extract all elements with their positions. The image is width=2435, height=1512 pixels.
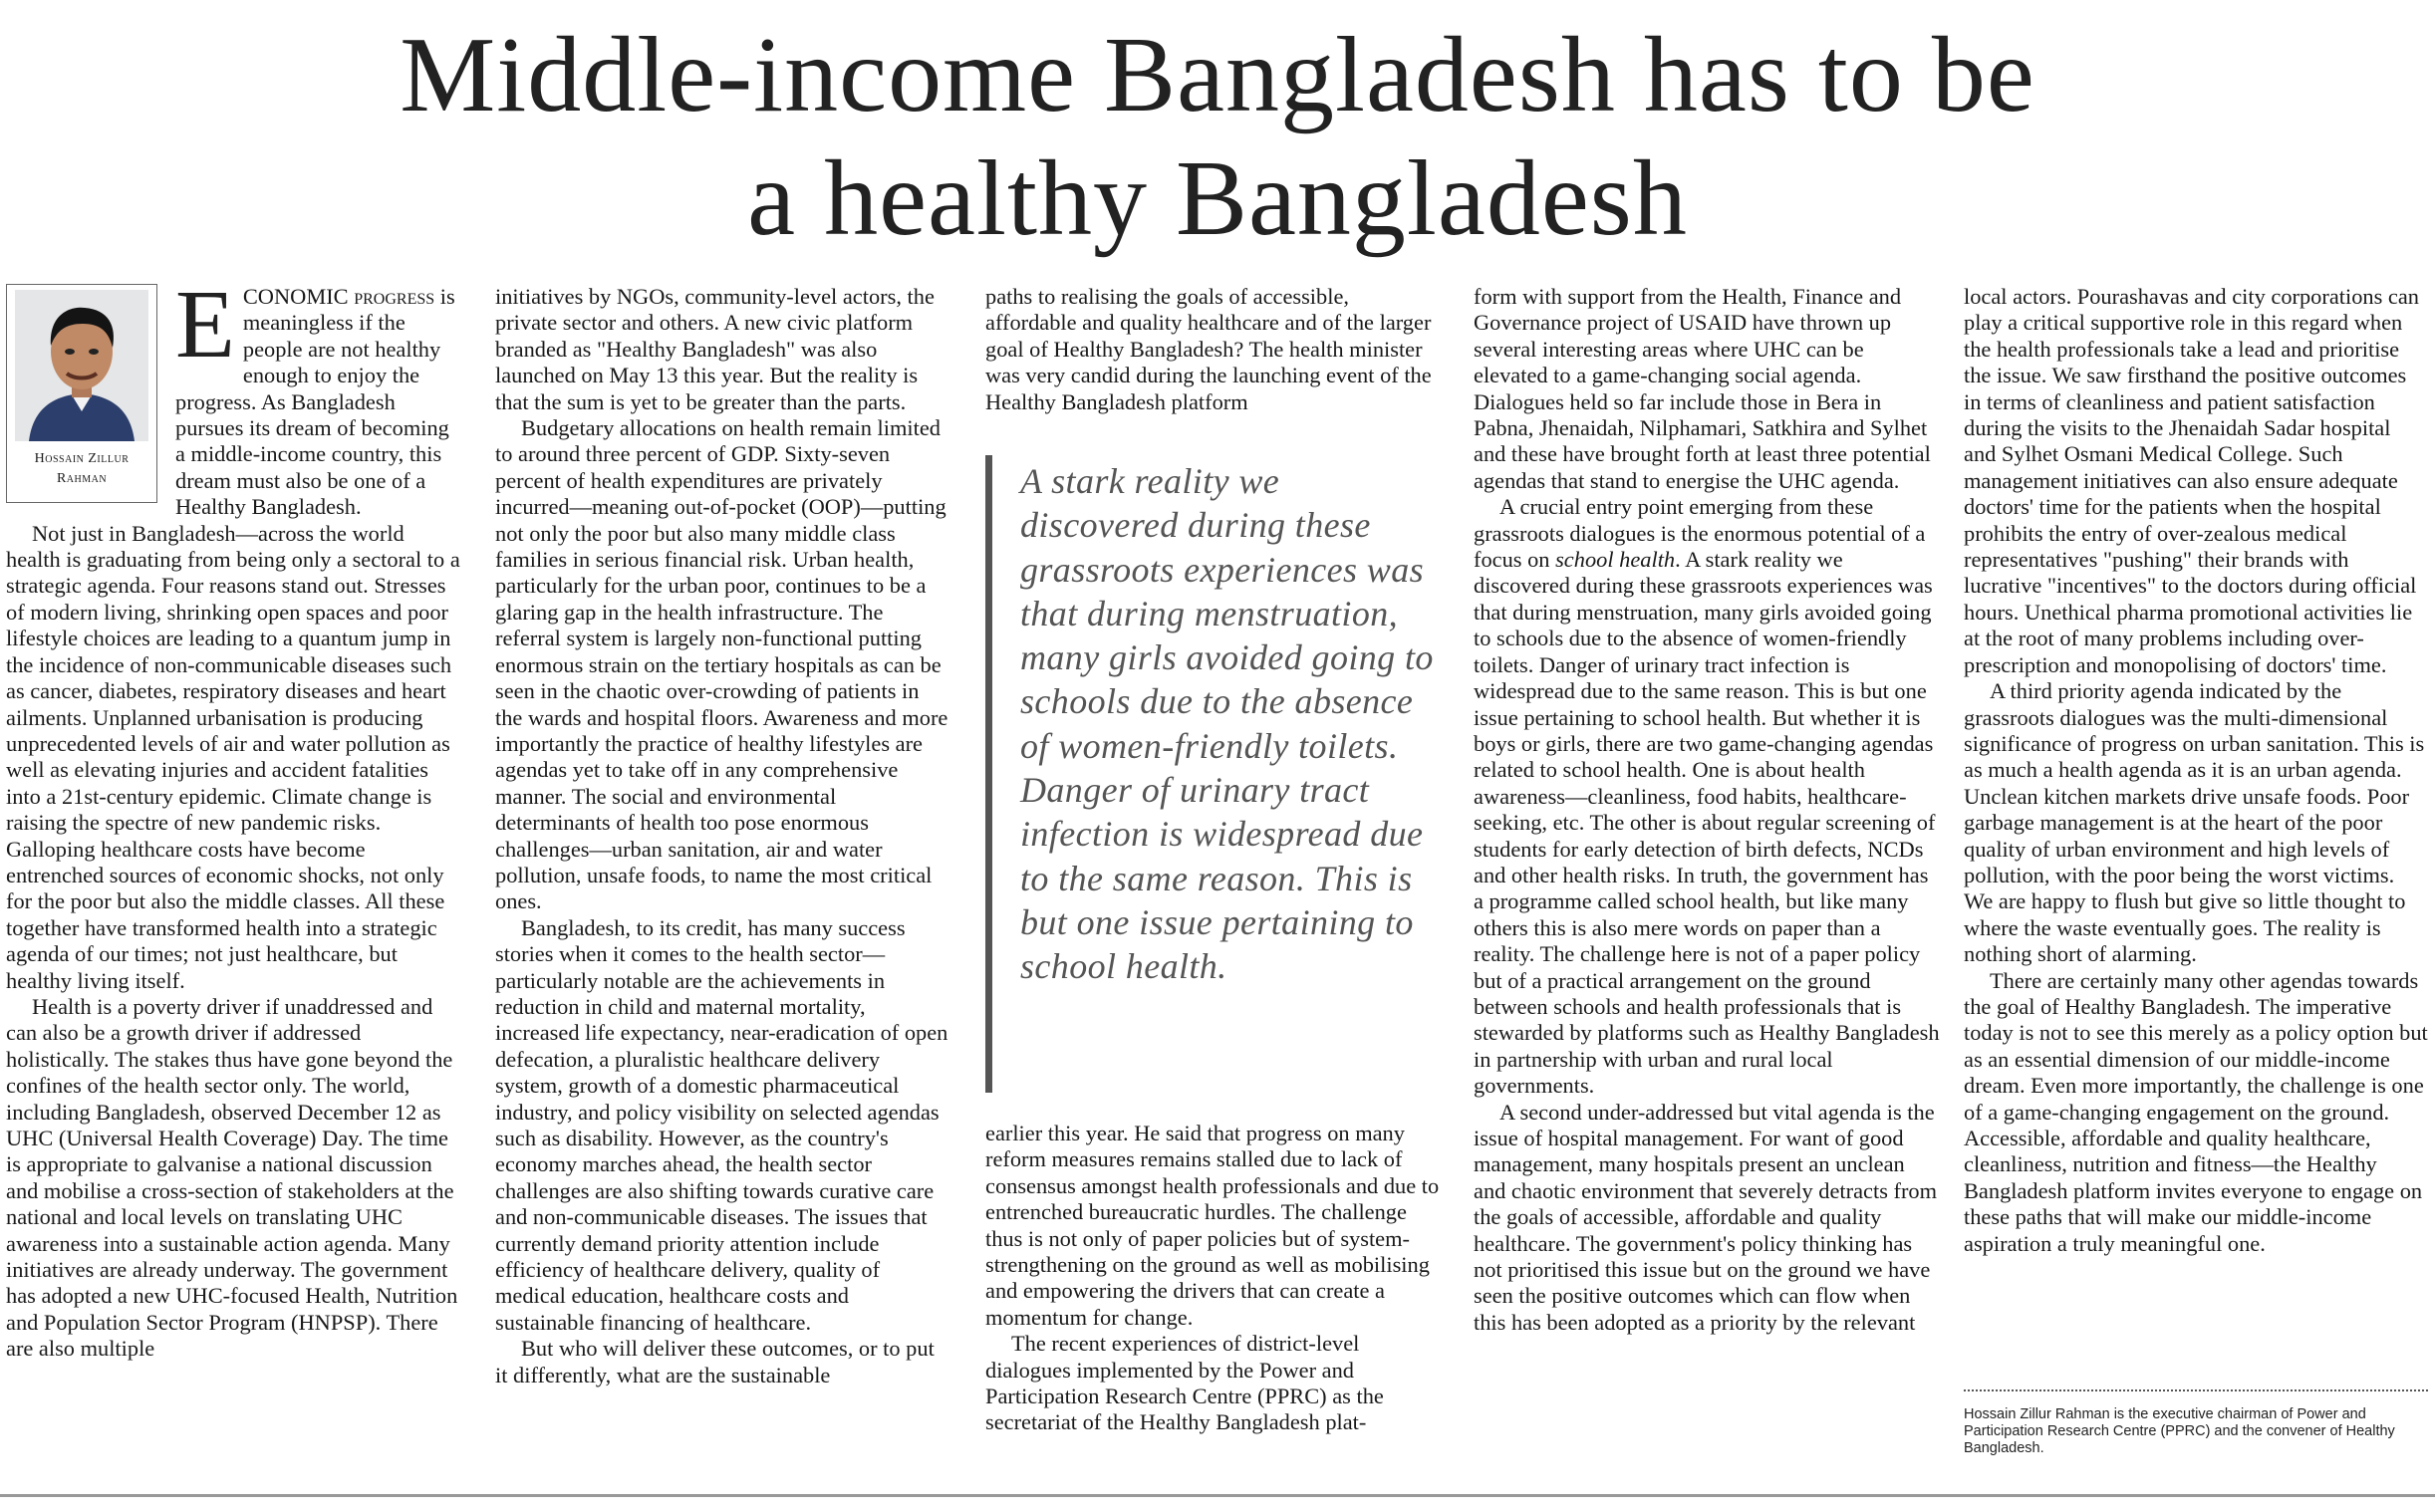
article-paragraph <box>1474 494 1942 1099</box>
author-name-line-1: Hossain Zillur <box>34 451 130 466</box>
author-caption <box>15 449 148 489</box>
article-paragraph: But who will deliver these outcomes, or to put it differently, what are the sustainable <box>495 1336 935 1387</box>
article-column-1 <box>6 271 464 1363</box>
author-bio: Hossain Zillur Rahman is the executive chairman of Power and Participation Research Centre (PPRC) and the convener of Healthy Bangladesh. <box>1964 1406 2395 1456</box>
article-column-3 <box>985 284 1444 415</box>
article-paragraph: Bangladesh, to its credit, has many success stories when it comes to the health sector—particularly notable are the achievements in reduction in child and maternal mortality, increased life expectancy, near-eradication of open defecation, a pluralistic healthcare delivery system, growth of a domestic pharmaceutical industry, and policy visibility on selected agendas such as disability. However, as the country's economy marches ahead, the health sector challenges are also shifting towards curative care and non-communicable diseases. The issues that currently demand priority attention include efficiency of healthcare delivery, quality of medical education, healthcare costs and sustainable financing of healthcare. <box>495 914 948 1335</box>
article-paragraph: The recent experiences of district-level dialogues implemented by the Power and Participation Research Centre (PPRC) as the secretariat of the Healthy Bangladesh plat- <box>985 1331 1384 1435</box>
paragraph-text: . A stark reality we discovered during these grassroots experiences was that during menstruation, many girls avoided going to schools due to the absence of women-friendly toilets. Danger of urinary tract infection is widespread due to the same reason. This is but one issue pertaining to school health. But whether it is boys or girls, there are two game-changing agendas related to school health. One is about health awareness—cleanliness, food habits, healthcare-seeking, etc. The other is about regular screening of students for early detection of birth defects, NCDs and other health risks. In truth, the government has a programme called school health, but like many others this is also mere words on paper than a reality. The challenge here is not of a paper policy but of a practical arrangement on the ground between schools and health professionals that is stewarded by platforms such as Healthy Bangladesh in partnership with urban and rural local governments. <box>1474 547 1940 1099</box>
article-paragraph: A second under-addressed but vital agenda is the issue of hospital management. For want of good management, many hospitals present an unclean and chaotic environment that severely detracts from the goals of accessible, affordable and quality healthcare. The government's policy thinking has not prioritised this issue but on the ground we have seen the positive outcomes which can flow when this has been adopted as a priority by the relevant <box>1474 1099 1938 1335</box>
author-portrait-icon <box>15 290 148 441</box>
article-paragraph: Budgetary allocations on health remain limited to around three percent of GDP. Sixty-seven percent of health expenditures are privately incurred—meaning out-of-pocket (OOP)—putting not only the poor but also many middle class families in serious financial risk. Urban health, particularly for the urban poor, continues to be a glaring gap in the health infrastructure. The referral system is largely non-functional putting enormous strain on the tertiary hospitals as can be seen in the chaotic over-crowding of patients in the wards and hospital floors. Awareness and more importantly the practice of healthy lifestyles are agendas yet to take off in any comprehensive manner. The social and environmental determinants of health too pose enormous challenges—urban sanitation, air and water pollution, unsafe foods, to name the most critical ones. <box>495 415 948 914</box>
article-paragraph: A third priority agenda indicated by the grassroots dialogues was the multi-dimensional significance of progress on urban sanitation. This is as much a health agenda as it is an urban agenda. Unclean kitchen markets drive unsafe foods. Poor garbage management is at the heart of the poor quality of urban environment and high levels of pollution, with the poor being the worst victims. We are happy to flush but give so little thought to where the waste eventually goes. The reality is nothing short of alarming. <box>1964 678 2425 967</box>
article-column-3-continued <box>985 1121 1444 1436</box>
article-paragraph: earlier this year. He said that progress on many reform measures remains stalled due to lack of consensus amongst health professionals and due to entrenched bureaucratic hurdles. The challenge thus is not only of paper policies but of system-strengthening on the ground as well as mobilising and empowering the drivers that can create a momentum for change. <box>985 1121 1440 1330</box>
paragraph-text: A crucial entry point emerging from these grassroots dialogues is the enormous potential of a focus on <box>1474 494 1926 573</box>
headline-line-2: a healthy Bangladesh <box>747 139 1688 258</box>
lead-paragraph-text: is meaningless if the people are not healthy enough to enjoy the progress. As Bangladesh pursues its dream of becoming a middle-income country, this dream must also be one of a Healthy Bangladesh. <box>175 284 455 520</box>
drop-cap: E <box>175 271 235 378</box>
article-paragraph: local actors. Pourashavas and city corporations can play a critical supportive role in this regard when the health professionals take a lead and prioritise the issue. We saw firsthand the positive outcomes in terms of cleanliness and patient satisfaction during the visits to the Jhenaidah Sadar hospital and Sylhet Osmani Medical College. Such management initiatives can also ensure adequate doctors' time for the patients when the hospital prohibits the entry of over-zealous medical representatives "pushing" their brands with lucrative "incentives" to the doctors during official hours. Unethical pharma promotional activities lie at the root of many problems including over-prescription and monopolising of doctors' time. <box>1964 284 2419 677</box>
headline-line-1: Middle-income Bangladesh has to be <box>400 16 2035 134</box>
article-paragraph: form with support from the Health, Finance and Governance project of USAID have thrown up several interesting areas where UHC can be elevated to a game-changing social agenda. Dialogues held so far include those in Bera in Pabna, Jhenaidah, Nilphamari, Satkhira and Sylhet and these have brought forth at least three potential agendas that stand to energise the UHC agenda. <box>1474 284 1931 493</box>
article-column-5 <box>1964 284 2428 1257</box>
author-photo-box <box>6 284 157 503</box>
article-paragraph: paths to realising the goals of accessible, affordable and quality healthcare and of the larger goal of Healthy Bangladesh? The health minister was very candid during the launching event of the Healthy Bangladesh platform <box>985 284 1432 414</box>
article-paragraph: Not just in Bangladesh—across the world health is graduating from being only a sectoral to a strategic agenda. Four reasons stand out. Stresses of modern living, shrinking open spaces and poor lifestyle choices are leading to a quantum jump in the incidence of non-communicable diseases such as cancer, diabetes, respiratory diseases and heart ailments. Unplanned urbanisation is producing unprecedented levels of air and water pollution as well as elevating injuries and accident fatalities into a 21st-century epidemic. Climate change is raising the spectre of new pandemic risks. Galloping healthcare costs have become entrenched sources of economic shocks, not only for the poor but also the middle classes. All these together have transformed health into a strategic agenda of our times; not just healthcare, but healthy living itself. <box>6 520 460 993</box>
lead-in-caps: CONOMIC progress <box>242 284 435 309</box>
emphasis-school-health: school health <box>1555 547 1676 573</box>
author-name-line-2: Rahman <box>56 471 108 486</box>
pull-quote: A stark reality we discovered during these grassroots experiences was that during menstruation, many girls avoided going to schools due to the absence of women-friendly toilets. Danger of urinary tract infection is widespread due to the same reason. This is but one issue pertaining to school health. <box>985 455 1442 1093</box>
article-paragraph: Health is a poverty driver if unaddressed and can also be a growth driver if addressed holistically. The stakes thus have gone beyond the confines of the health sector only. The world, including Bangladesh, observed December 12 as UHC (Universal Health Coverage) Day. The time is appropriate to galvanise a national discussion and mobilise a cross-section of stakeholders at the national and local levels on translating UHC awareness into a sustainable action agenda. Many initiatives are already underway. The government has adopted a new UHC-focused Health, Nutrition and Population Sector Program (HNPSP). There are also multiple <box>6 993 458 1362</box>
article-paragraph: There are certainly many other agendas towards the goal of Healthy Bangladesh. The imperative today is not to see this merely as a policy option but as an essential dimension of our middle-income dream. Even more importantly, the challenge is one of a game-changing engagement on the ground. Accessible, affordable and quality healthcare, cleanliness, nutrition and fitness—the Healthy Bangladesh platform invites everyone to engage on these paths that will make our middle-income aspiration a truly meaningful one. <box>1964 967 2428 1256</box>
bio-divider <box>1964 1389 2428 1391</box>
article-paragraph: initiatives by NGOs, community-level actors, the private sector and others. A new civic platform branded as "Healthy Bangladesh" was also launched on May 13 this year. But the reality is that the sum is yet to be greater than the parts. <box>495 284 935 414</box>
article-column-4 <box>1474 284 1942 1336</box>
article-column-2 <box>495 284 951 1388</box>
bottom-divider <box>0 1494 2435 1497</box>
headline <box>0 0 2435 261</box>
